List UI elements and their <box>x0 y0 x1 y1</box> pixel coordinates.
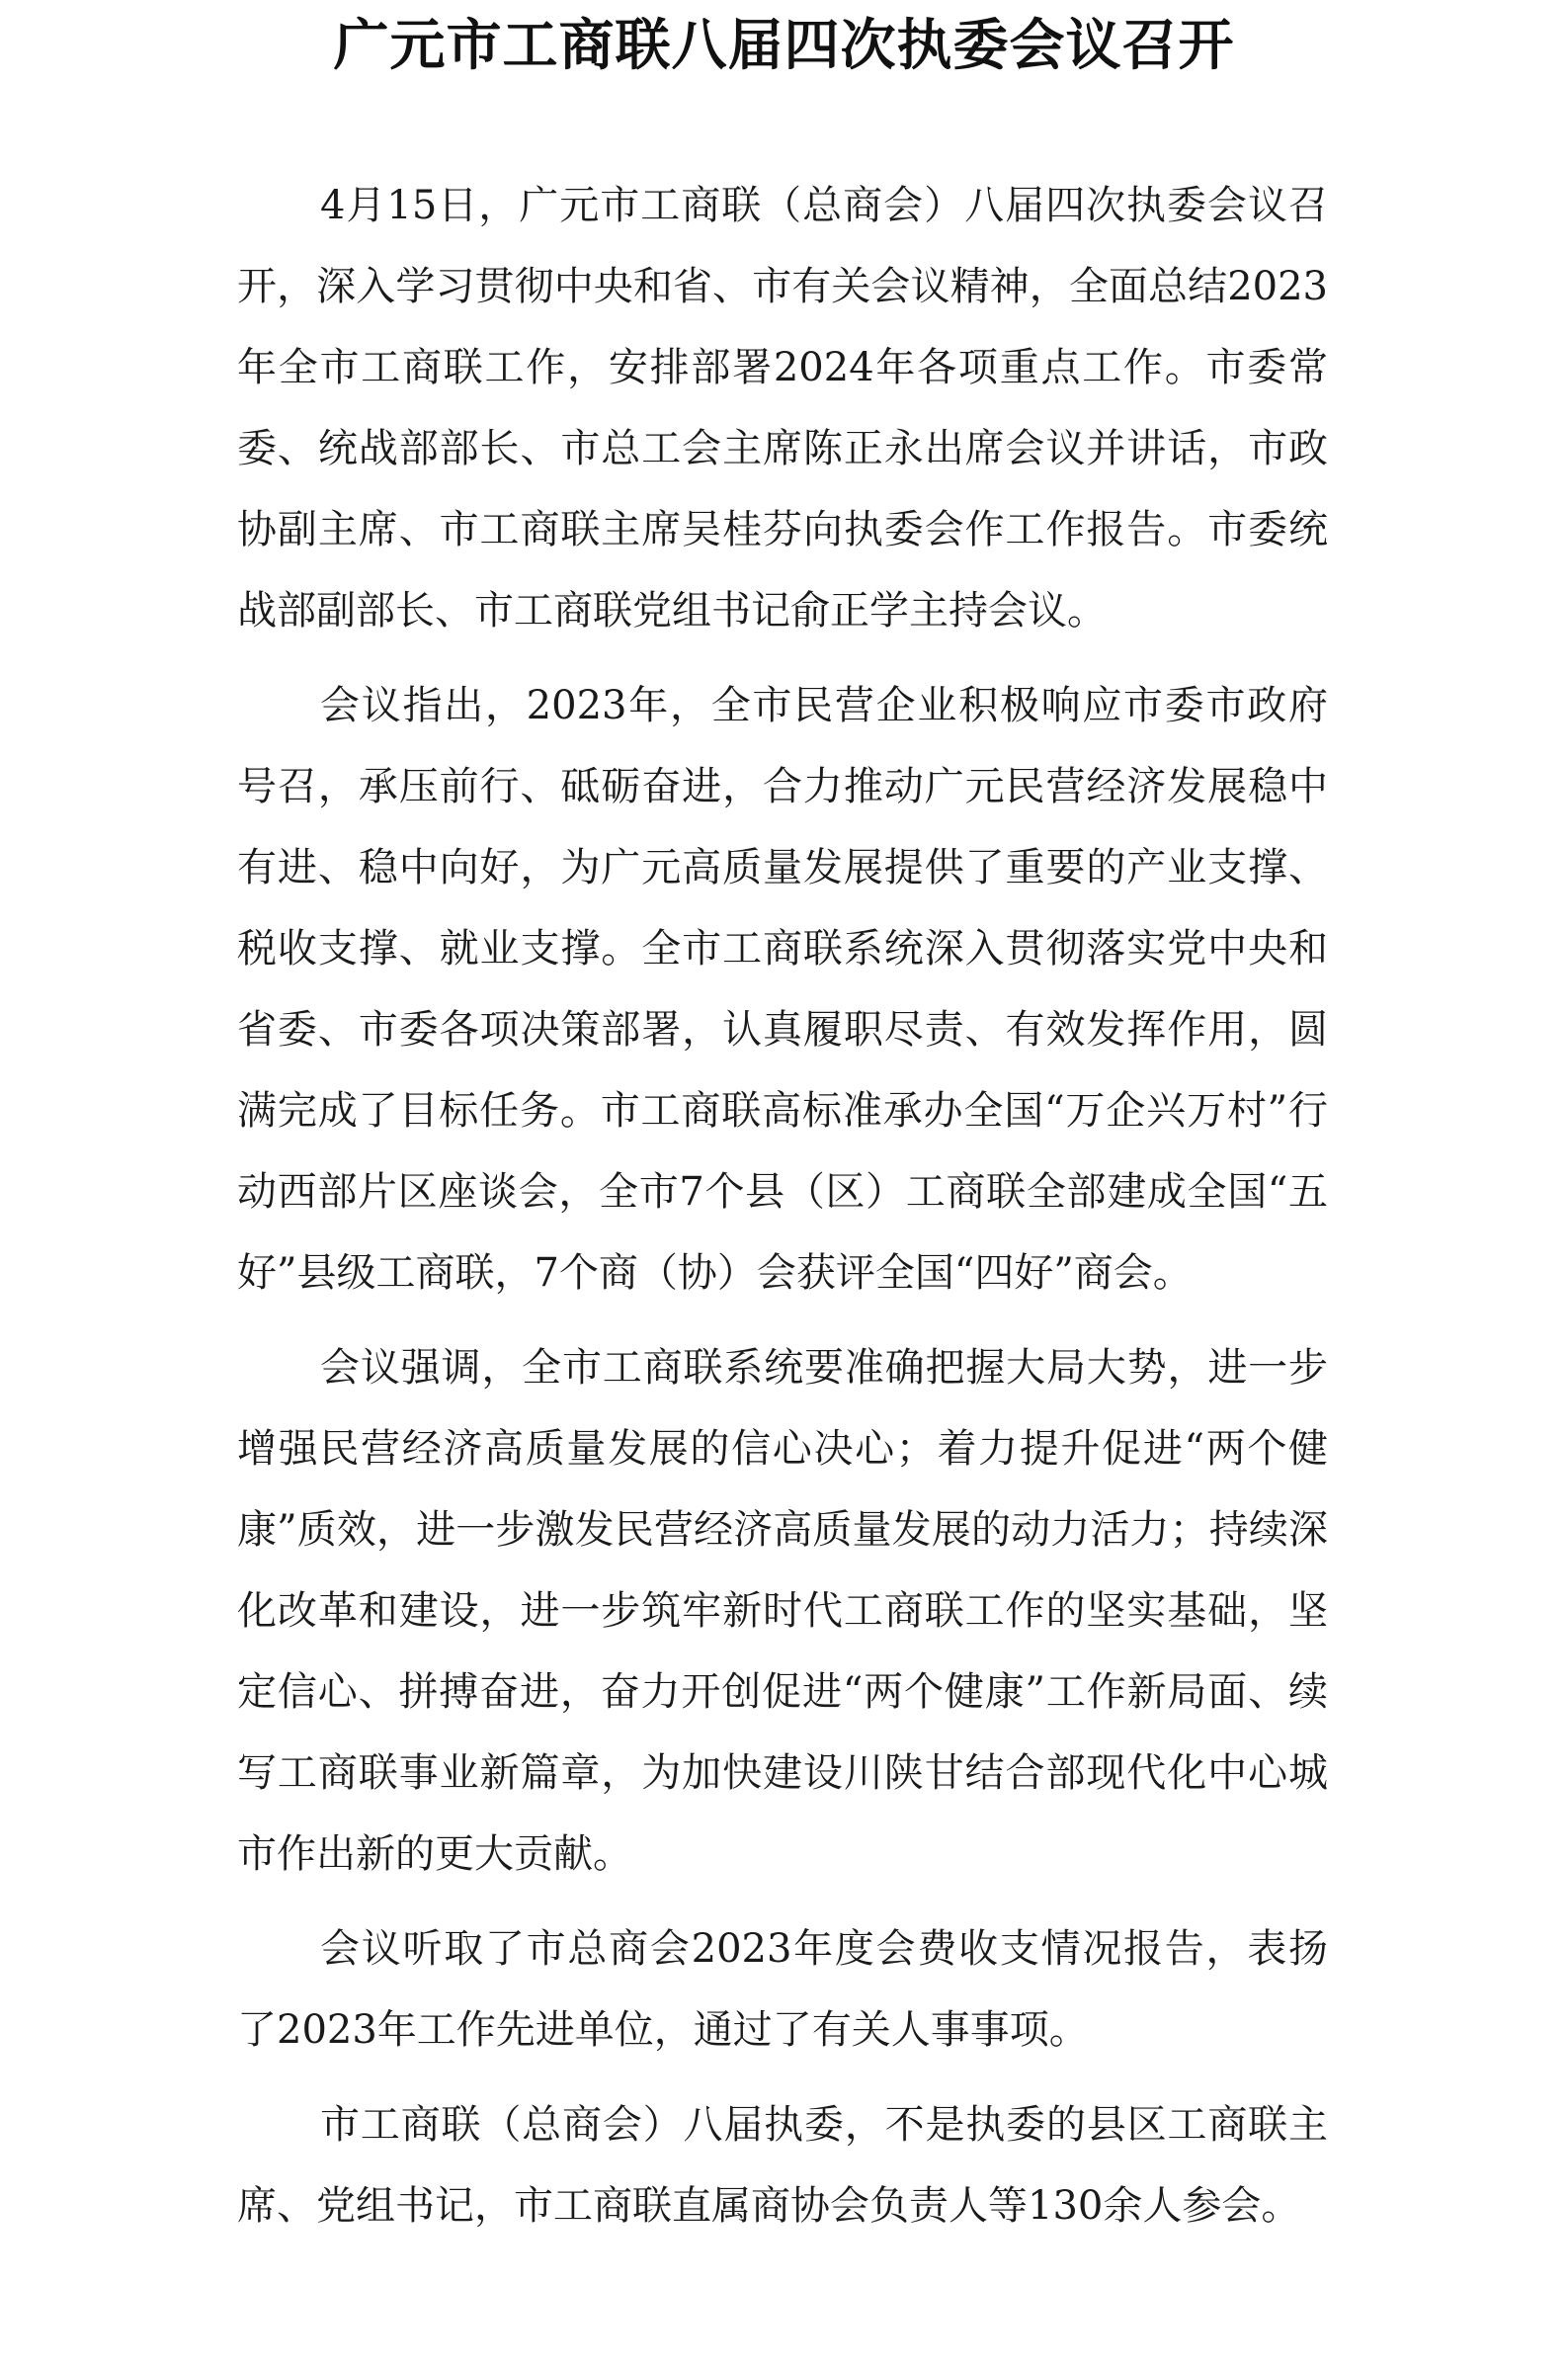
article-body <box>237 165 1328 2260</box>
paragraph-meeting-overview: 4月15日，广元市工商联（总商会）八届四次执委会议召开，深入学习贯彻中央和省、市有关会议精神，全面总结2023年全市工商联工作，安排部署2024年各项重点工作。市委常委、统战部部长、市总工会主席陈正永出席会议并讲话，市政协副主席、市工商联主席吴桂芬向执委会作工作报告。市委统战部副部长、市工商联党组书记俞正学主持会议。 <box>237 183 1328 634</box>
paragraph-reports-heard: 会议听取了市总商会2023年度会费收支情况报告，表扬了2023年工作先进单位，通过了有关人事事项。 <box>237 1926 1328 2053</box>
paragraph-meeting-findings: 会议指出，2023年，全市民营企业积极响应市委市政府号召，承压前行、砥砺奋进，合力推动广元民营经济发展稳中有进、稳中向好，为广元高质量发展提供了重要的产业支撑、税收支撑、就业支撑。全市工商联系统深入贯彻落实党中央和省委、市委各项决策部署，认真履职尽责、有效发挥作用，圆满完成了目标任务。市工商联高标准承办全国“万企兴万村”行动西部片区座谈会，全市7个县（区）工商联全部建成全国“五好”县级工商联，7个商（协）会获评全国“四好”商会。 <box>237 683 1328 1296</box>
article-title: 广元市工商联八届四次执委会议召开 <box>333 13 1235 78</box>
paragraph-attendees: 市工商联（总商会）八届执委，不是执委的县区工商联主席、党组书记，市工商联直属商协会负责人等130余人参会。 <box>237 2102 1328 2229</box>
paragraph-meeting-emphasis: 会议强调，全市工商联系统要准确把握大局大势，进一步增强民营经济高质量发展的信心决心；着力提升促进“两个健康”质效，进一步激发民营经济高质量发展的动力活力；持续深化改革和建设，进一步筑牢新时代工商联工作的坚实基础，坚定信心、拼搏奋进，奋力开创促进“两个健康”工作新局面、续写工商联事业新篇章，为加快建设川陕甘结合部现代化中心城市作出新的更大贡献。 <box>237 1345 1328 1877</box>
